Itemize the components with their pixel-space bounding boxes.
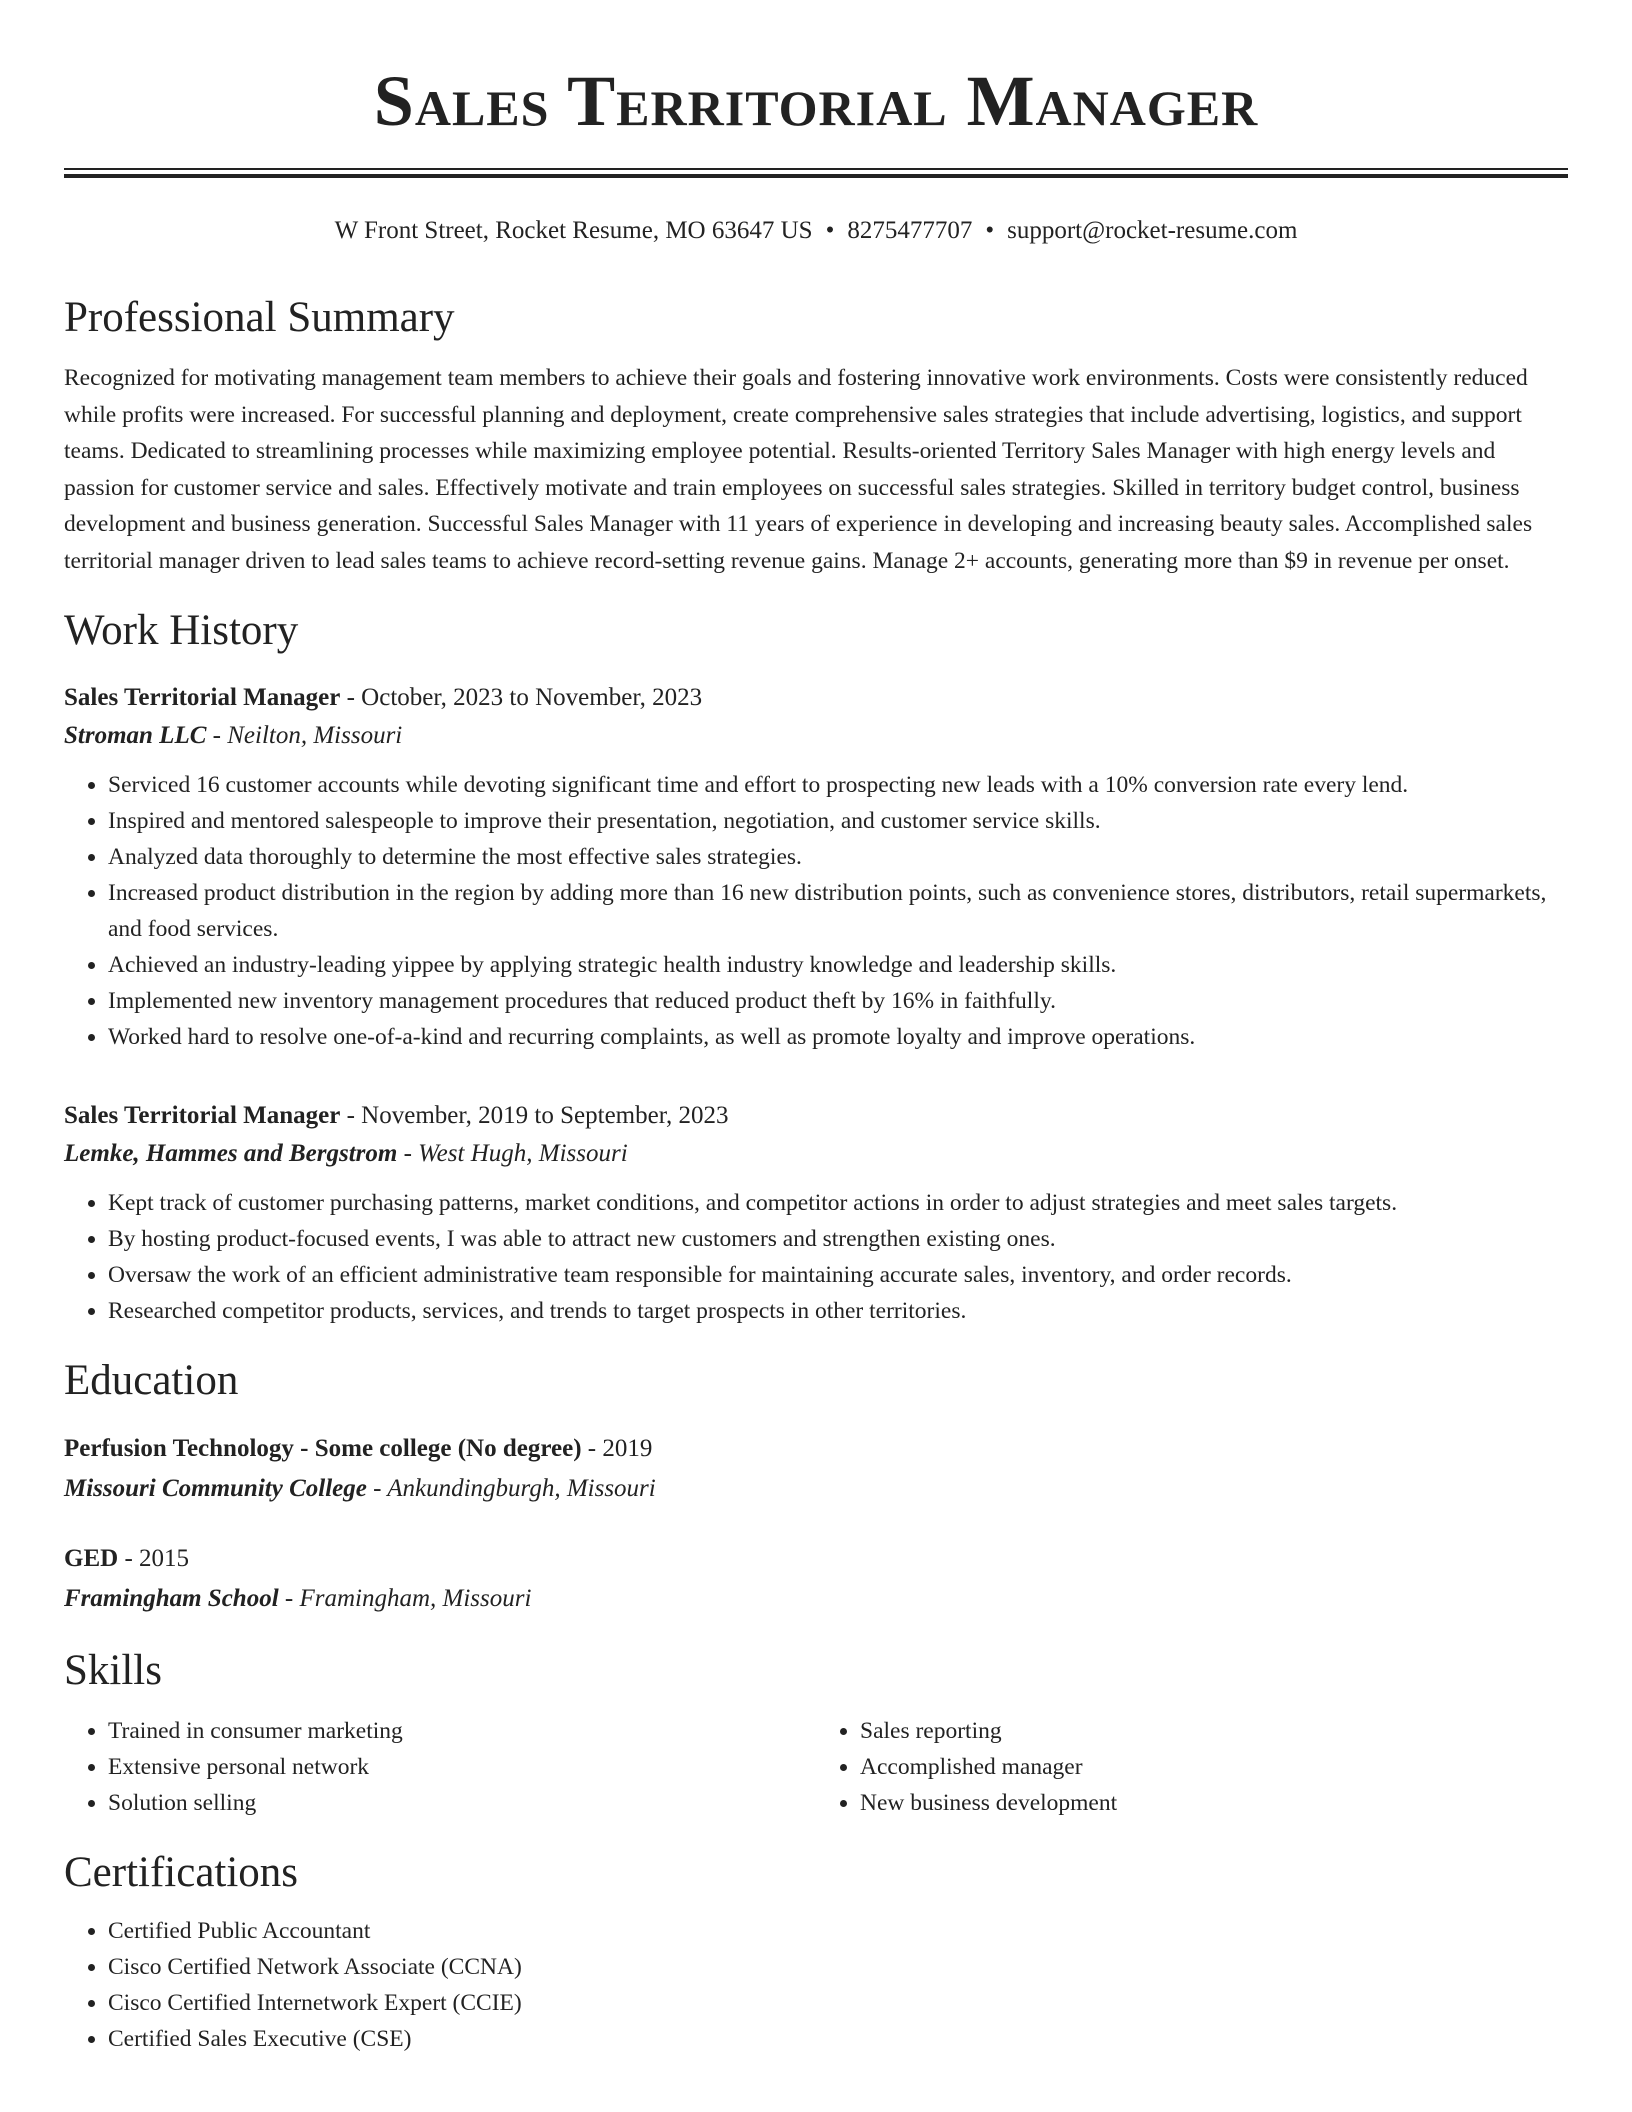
employer-name: Lemke, Hammes and Bergstrom	[64, 1140, 398, 1167]
education-section	[64, 1353, 1568, 1619]
job-title: Sales Territorial Manager	[64, 684, 341, 711]
list-item: • Analyzed data thoroughly to determine the most effective sales strategies.	[108, 839, 1568, 875]
school-line	[64, 1469, 1568, 1509]
certifications-section	[64, 1845, 1568, 2057]
list-item: • Kept track of customer purchasing patterns, market conditions, and competitor actions in order to adjust strategies and meet sales targets.	[108, 1185, 1568, 1221]
list-item: • Oversaw the work of an efficient administrative team responsible for maintaining accurate sales, inventory, and order records.	[108, 1257, 1568, 1293]
education-entry	[64, 1539, 1568, 1619]
certifications-list	[64, 1913, 1568, 2057]
skills-grid	[64, 1713, 1568, 1821]
list-item: • Increased product distribution in the region by adding more than 16 new distribution points, such as convenience stores, distributors, retail supermarkets, and food services.	[108, 875, 1568, 947]
resume-title: Sales Territorial Manager	[373, 61, 1259, 141]
list-item: • New business development	[860, 1785, 1568, 1821]
school-location: - Ankundingburgh, Missouri	[366, 1475, 656, 1502]
contact-phone: 8275477707	[847, 217, 973, 244]
school-name: Missouri Community College	[64, 1475, 367, 1502]
section-heading-work: Work History	[64, 607, 299, 654]
job-dates: - October, 2023 to November, 2023	[340, 684, 703, 711]
school-line	[64, 1579, 1568, 1619]
list-item: • Researched competitor products, services, and trends to target prospects in other territories.	[108, 1293, 1568, 1329]
section-heading-certifications: Certifications	[64, 1849, 299, 1896]
list-item: • Cisco Certified Internetwork Expert (CCIE)	[108, 1985, 1568, 2021]
list-item: • Sales reporting	[860, 1713, 1568, 1749]
section-heading-education: Education	[64, 1357, 239, 1404]
employer-line	[64, 1135, 1568, 1173]
list-item: • Certified Sales Executive (CSE)	[108, 2021, 1568, 2057]
degree-line	[64, 1429, 1568, 1469]
summary-section	[64, 290, 1568, 579]
list-item: • Solution selling	[108, 1785, 816, 1821]
school-name: Framingham School	[64, 1585, 279, 1612]
list-item: • Accomplished manager	[860, 1749, 1568, 1785]
employer-location: - Neilton, Missouri	[206, 722, 403, 749]
list-item: • Cisco Certified Network Associate (CCNA)	[108, 1949, 1568, 1985]
degree-line	[64, 1539, 1568, 1579]
contact-separator: •	[985, 217, 995, 244]
skills-section	[64, 1643, 1568, 1821]
degree-name: GED	[64, 1545, 119, 1572]
list-item: • Extensive personal network	[108, 1749, 816, 1785]
job-entry	[64, 1097, 1568, 1329]
section-heading-summary: Professional Summary	[64, 294, 455, 341]
school-location: - Framingham, Missouri	[278, 1585, 532, 1612]
job-bullets	[64, 767, 1568, 1055]
job-title-line	[64, 679, 1568, 717]
list-item: • By hosting product-focused events, I was able to attract new customers and strengthen existing ones.	[108, 1221, 1568, 1257]
job-title: Sales Territorial Manager	[64, 1102, 341, 1129]
list-item: • Serviced 16 customer accounts while devoting significant time and effort to prospecting new leads with a 10% conversion rate every lend.	[108, 767, 1568, 803]
list-item: • Trained in consumer marketing	[108, 1713, 816, 1749]
contact-line	[0, 213, 1632, 249]
summary-text: Recognized for motivating management team members to achieve their goals and fostering innovative work environments. Costs were consistently reduced while profits were increased. For successful planning and deployment, create comprehensive sales strategies that include advertising, logistics, and support teams. Dedicated to streamlining processes while maximizing employee potential. Results-oriented Territory Sales Manager with high energy levels and passion for customer service and sales. Effectively motivate and train employees on successful sales strategies. Skilled in territory budget control, business development and business generation. Successful Sales Manager with 11 years of experience in developing and increasing beauty sales. Accomplished sales territorial manager driven to lead sales teams to achieve record-setting revenue gains. Manage 2+ accounts, generating more than $9 in revenue per onset.	[64, 365, 1533, 574]
list-item: • Implemented new inventory management procedures that reduced product theft by 16% in faithfully.	[108, 983, 1568, 1019]
list-item: • Inspired and mentored salespeople to improve their presentation, negotiation, and customer service skills.	[108, 803, 1568, 839]
job-dates: - November, 2019 to September, 2023	[340, 1102, 729, 1129]
list-item: • Worked hard to resolve one-of-a-kind and recurring complaints, as well as promote loyalty and improve operations.	[108, 1019, 1568, 1055]
job-bullets	[64, 1185, 1568, 1329]
employer-name: Stroman LLC	[64, 722, 207, 749]
work-history-section	[64, 603, 1568, 1329]
skills-column-right	[816, 1713, 1568, 1821]
contact-email: support@rocket-resume.com	[1007, 217, 1298, 244]
degree-year: - 2015	[118, 1545, 190, 1572]
list-item: • Certified Public Accountant	[108, 1913, 1568, 1949]
resume-content	[64, 290, 1568, 2057]
section-heading-skills: Skills	[64, 1647, 162, 1694]
education-entry	[64, 1429, 1568, 1509]
contact-address: W Front Street, Rocket Resume, MO 63647 US	[334, 217, 813, 244]
contact-separator: •	[825, 217, 835, 244]
employer-location: - West Hugh, Missouri	[397, 1140, 628, 1167]
skills-column-left	[64, 1713, 816, 1821]
degree-year: - 2019	[581, 1435, 653, 1462]
degree-name: Perfusion Technology - Some college (No degree)	[64, 1435, 582, 1462]
employer-line	[64, 717, 1568, 755]
job-title-line	[64, 1097, 1568, 1135]
title-divider	[64, 168, 1568, 178]
job-entry	[64, 679, 1568, 1055]
list-item: • Achieved an industry-leading yippee by applying strategic health industry knowledge and leadership skills.	[108, 947, 1568, 983]
